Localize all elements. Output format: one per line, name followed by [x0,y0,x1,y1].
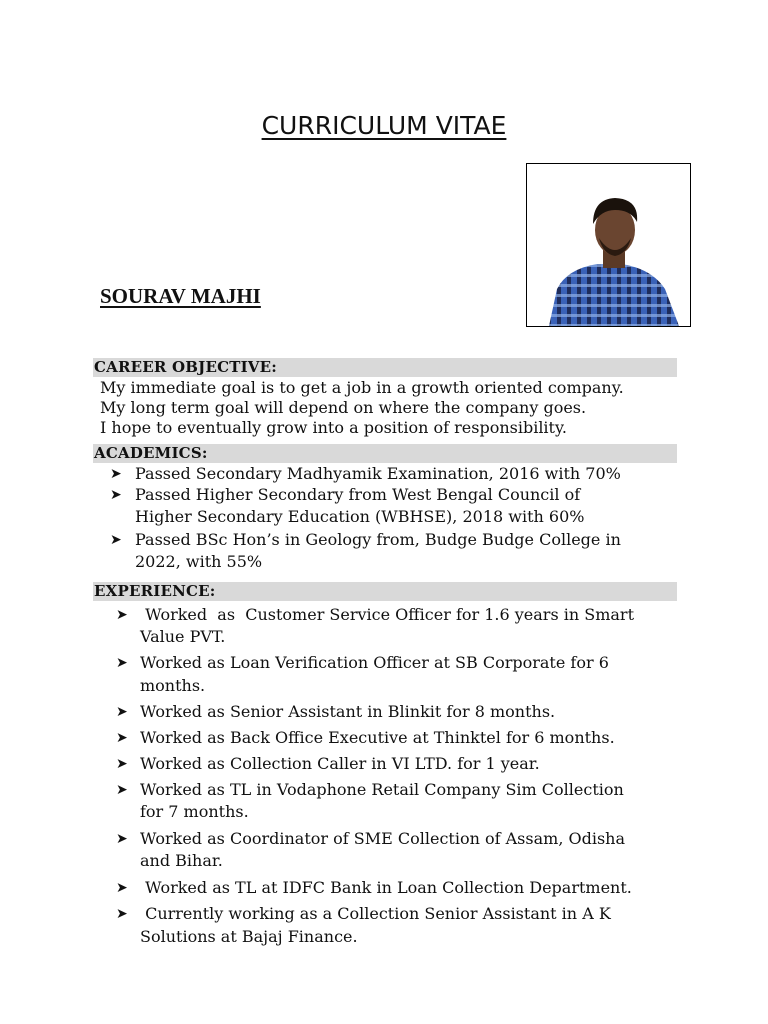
candidate-name: SOURAV MAJHI [100,284,261,308]
experience-item: Worked as Collection Caller in VI LTD. for 1 year. [140,754,540,773]
arrow-bullet-icon: ➤ [110,466,122,482]
experience-item-cont: months. [140,676,206,695]
experience-item: Worked as TL at IDFC Bank in Loan Collection Department. [140,878,632,897]
academics-item: Passed Secondary Madhyamik Examination, 2016 with 70% [135,464,621,483]
career-objective-heading: CAREER OBJECTIVE: [94,358,277,376]
academics-item: Passed BSc Hon’s in Geology from, Budge Budge College in [135,530,621,549]
experience-header [93,582,677,601]
experience-item: Worked as Back Office Executive at Thinktel for 6 months. [140,728,615,747]
academics-item-cont: Higher Secondary Education (WBHSE), 2018 with 60% [135,507,585,526]
arrow-bullet-icon: ➤ [110,532,122,548]
profile-photo [526,163,691,327]
arrow-bullet-icon: ➤ [116,704,128,720]
arrow-bullet-icon: ➤ [116,756,128,772]
arrow-bullet-icon: ➤ [110,487,122,503]
arrow-bullet-icon: ➤ [116,906,128,922]
experience-item-cont: Solutions at Bajaj Finance. [140,927,358,946]
arrow-bullet-icon: ➤ [116,880,128,896]
arrow-bullet-icon: ➤ [116,607,128,623]
objective-line: My long term goal will depend on where the company goes. [100,398,587,417]
experience-item: Worked as Coordinator of SME Collection of Assam, Odisha [140,829,626,848]
experience-heading: EXPERIENCE: [94,582,216,600]
experience-item-cont: and Bihar. [140,851,223,870]
document-title: CURRICULUM VITAE [261,111,507,140]
experience-item-cont: for 7 months. [140,802,249,821]
experience-item-cont: Value PVT. [140,627,226,646]
academics-header [93,444,677,463]
academics-item: Passed Higher Secondary from West Bengal Council of [135,485,581,504]
arrow-bullet-icon: ➤ [116,730,128,746]
career-objective-header [93,358,677,377]
experience-item: Currently working as a Collection Senior Assistant in A K [140,904,611,923]
objective-line: I hope to eventually grow into a position of responsibility. [100,418,567,437]
academics-item-cont: 2022, with 55% [135,552,263,571]
experience-item: Worked as Customer Service Officer for 1.6 years in Smart [140,605,635,624]
arrow-bullet-icon: ➤ [116,831,128,847]
experience-item: Worked as TL in Vodaphone Retail Company Sim Collection [140,780,624,799]
objective-line: My immediate goal is to get a job in a growth oriented company. [100,378,624,397]
experience-item: Worked as Loan Verification Officer at SB Corporate for 6 [140,653,609,672]
person-photo-icon [527,164,690,326]
academics-heading: ACADEMICS: [94,444,208,462]
experience-item: Worked as Senior Assistant in Blinkit for 8 months. [140,702,556,721]
arrow-bullet-icon: ➤ [116,655,128,671]
arrow-bullet-icon: ➤ [116,782,128,798]
